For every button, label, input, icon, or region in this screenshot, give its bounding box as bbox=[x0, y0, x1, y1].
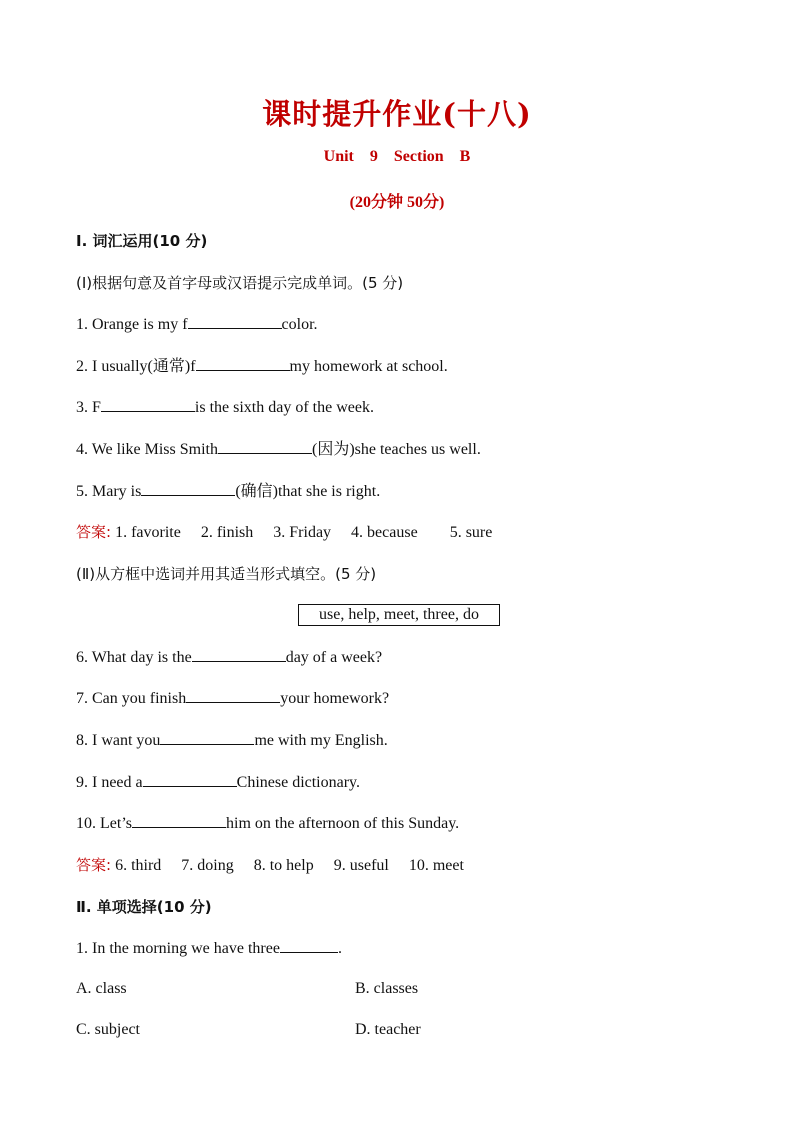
question-text: me with my English. bbox=[254, 732, 388, 749]
part-2-instruction: (Ⅱ)从方框中选词并用其适当形式填空。(5 分) bbox=[76, 565, 377, 583]
question-text: is the sixth day of the week. bbox=[194, 399, 374, 416]
question-text: 4. We like Miss Smith bbox=[76, 441, 218, 458]
answer-item: 7. doing bbox=[181, 857, 234, 874]
answer-item: 8. to help bbox=[253, 857, 314, 874]
answer-label: 答案: bbox=[76, 523, 112, 541]
question-8 bbox=[76, 730, 388, 751]
option-c[interactable]: C. subject bbox=[76, 1021, 140, 1038]
time-score-info: (20分钟 50分) bbox=[349, 194, 445, 211]
question-9 bbox=[76, 772, 360, 793]
answer-item: 10. meet bbox=[408, 857, 464, 874]
question-3 bbox=[76, 397, 374, 418]
unit-subtitle: Unit 9 Section B bbox=[323, 148, 471, 165]
question-1 bbox=[76, 314, 318, 335]
answer-blank[interactable] bbox=[160, 730, 254, 745]
question-text: 6. What day is the bbox=[76, 649, 192, 666]
option-a[interactable]: A. class bbox=[76, 980, 127, 997]
question-10 bbox=[76, 813, 459, 834]
question-text: him on the afternoon of this Sunday. bbox=[226, 815, 460, 832]
question-text: 7. Can you finish bbox=[76, 690, 187, 707]
word-box: use, help, meet, three, do bbox=[298, 604, 500, 626]
question-2 bbox=[76, 356, 448, 377]
answer-blank[interactable] bbox=[192, 647, 286, 662]
question-text: (因为)she teaches us well. bbox=[311, 441, 481, 458]
option-d[interactable]: D. teacher bbox=[355, 1021, 421, 1038]
question-text: 10. Let’s bbox=[76, 815, 132, 832]
answer-label: 答案: bbox=[76, 856, 112, 874]
question-7 bbox=[76, 688, 389, 709]
option-b[interactable]: B. classes bbox=[355, 980, 419, 997]
section-1-heading: Ⅰ. 词汇运用(10 分) bbox=[76, 232, 208, 250]
page-title: 课时提升作业(十八) bbox=[262, 97, 532, 131]
mc-question-1 bbox=[76, 938, 342, 959]
answer-blank[interactable] bbox=[132, 813, 226, 828]
answer-key-2 bbox=[76, 855, 480, 876]
answer-item: 4. because bbox=[351, 524, 418, 541]
question-text: your homework? bbox=[280, 690, 390, 707]
question-6 bbox=[76, 647, 382, 668]
question-text: 1. In the morning we have three bbox=[76, 940, 280, 957]
question-text: 3. F bbox=[76, 399, 101, 416]
question-text: 1. Orange is my f bbox=[76, 316, 188, 333]
answer-blank[interactable] bbox=[188, 314, 282, 329]
answer-blank[interactable] bbox=[186, 688, 280, 703]
question-text: . bbox=[337, 940, 342, 957]
question-text: 5. Mary is bbox=[76, 483, 142, 500]
question-text: my homework at school. bbox=[289, 358, 448, 375]
answer-item: 9. useful bbox=[333, 857, 389, 874]
answer-item: 3. Friday bbox=[273, 524, 332, 541]
question-text: 9. I need a bbox=[76, 774, 143, 791]
question-5 bbox=[76, 481, 380, 502]
question-4 bbox=[76, 439, 481, 460]
answer-item: 2. finish bbox=[200, 524, 254, 541]
answer-blank[interactable] bbox=[101, 397, 195, 412]
question-text: day of a week? bbox=[285, 649, 383, 666]
part-1-instruction: (Ⅰ)根据句意及首字母或汉语提示完成单词。(5 分) bbox=[76, 274, 404, 292]
question-text: (确信)that she is right. bbox=[235, 483, 381, 500]
answer-key-1 bbox=[76, 522, 508, 543]
answer-item: 1. favorite bbox=[115, 524, 181, 541]
answer-item: 5. sure bbox=[449, 524, 493, 541]
answer-blank[interactable] bbox=[141, 481, 235, 496]
answer-blank[interactable] bbox=[196, 356, 290, 371]
question-text: 2. I usually(通常)f bbox=[76, 358, 196, 375]
answer-item: 6. third bbox=[115, 857, 162, 874]
answer-blank[interactable] bbox=[143, 772, 237, 787]
answer-blank[interactable] bbox=[218, 439, 312, 454]
question-text: 8. I want you bbox=[76, 732, 161, 749]
section-2-heading: Ⅱ. 单项选择(10 分) bbox=[76, 898, 212, 916]
question-text: Chinese dictionary. bbox=[236, 774, 361, 791]
answer-blank[interactable] bbox=[280, 938, 338, 953]
question-text: color. bbox=[281, 316, 318, 333]
